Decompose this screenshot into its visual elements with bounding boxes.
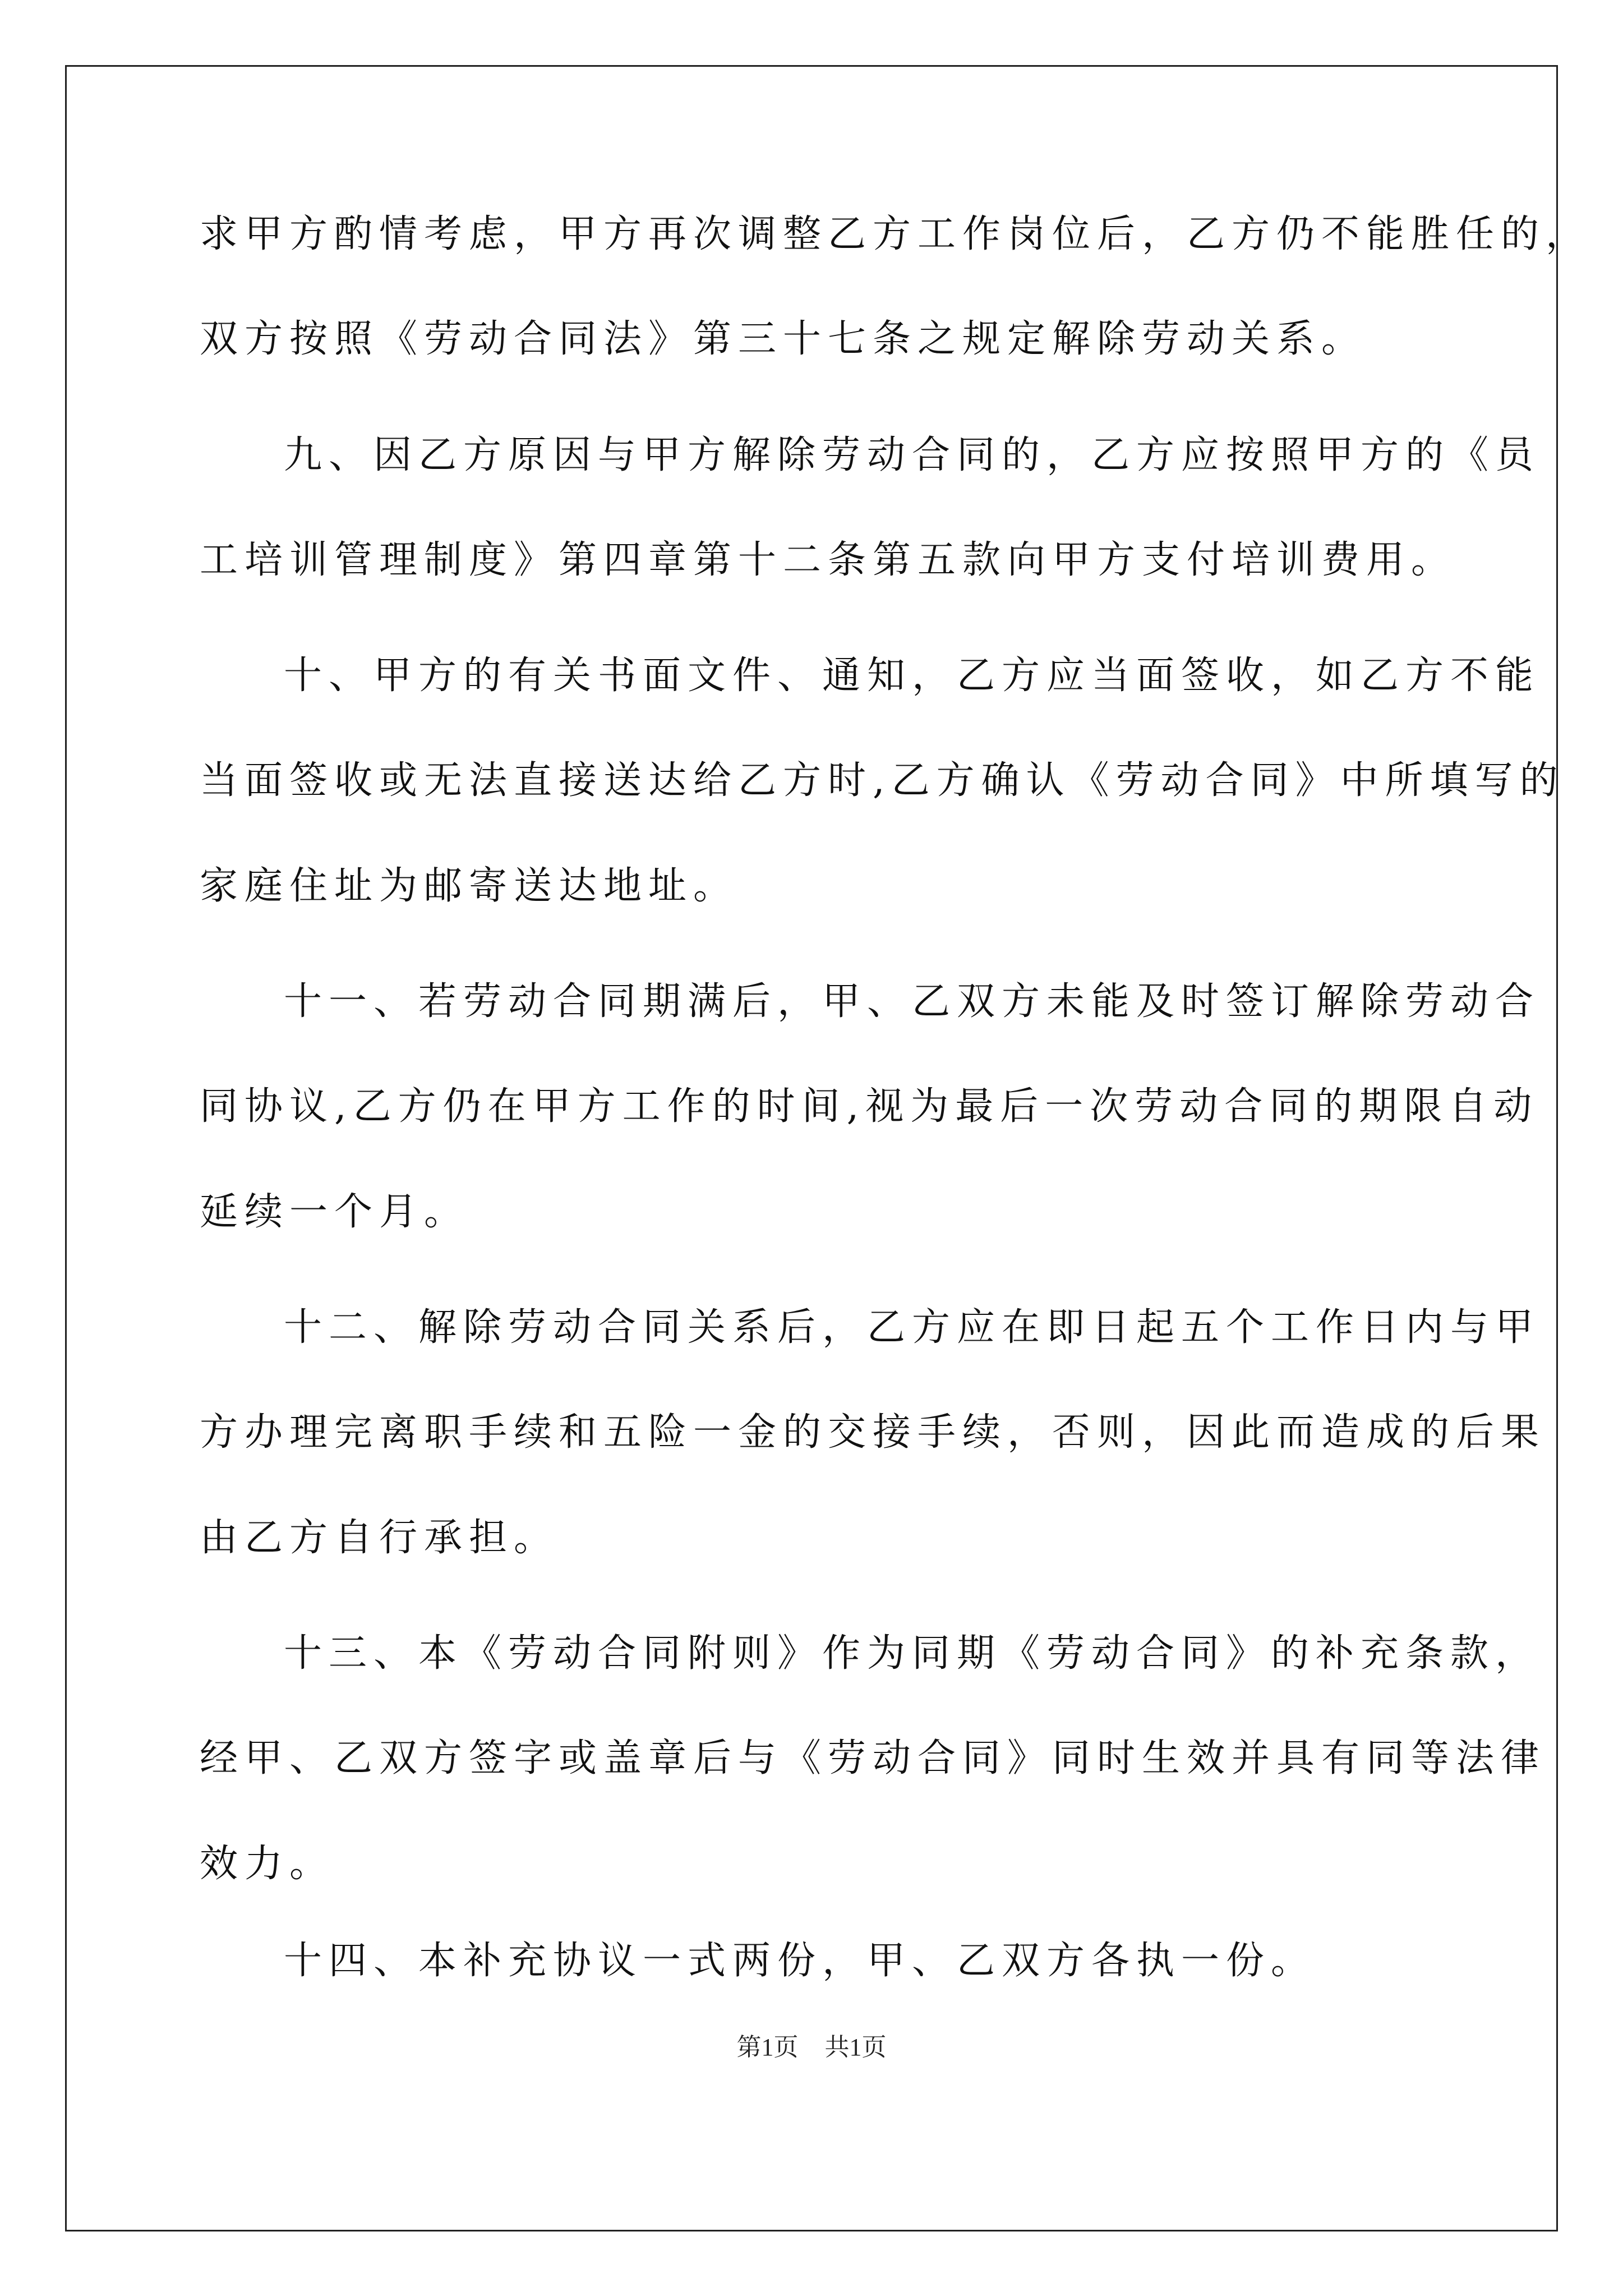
paragraph-line: 由乙方自行承担。 [200, 1516, 559, 1560]
paragraph-line: 双方按照《劳动合同法》第三十七条之规定解除劳动关系。 [200, 317, 1367, 361]
paragraph-line: 十二、解除劳动合同关系后，乙方应在即日起五个工作日内与甲 [284, 1305, 1541, 1350]
page-border [65, 65, 1558, 2231]
page-footer [0, 2031, 1623, 2064]
paragraph-line: 九、因乙方原因与甲方解除劳动合同的，乙方应按照甲方的《员 [284, 433, 1541, 477]
paragraph-line: 家庭住址为邮寄送达地址。 [200, 864, 739, 908]
paragraph-line: 效力。 [200, 1842, 335, 1886]
paragraph-line: 方办理完离职手续和五险一金的交接手续，否则，因此而造成的后果 [200, 1410, 1546, 1455]
paragraph-line: 当面签收或无法直接送达给乙方时,乙方确认《劳动合同》中所填写的 [200, 758, 1565, 803]
paragraph-line: 十一、若劳动合同期满后，甲、乙双方未能及时签订解除劳动合 [284, 979, 1541, 1024]
paragraph-line: 求甲方酌情考虑，甲方再次调整乙方工作岗位后，乙方仍不能胜任的， [200, 212, 1591, 256]
paragraph-line: 工培训管理制度》第四章第十二条第五款向甲方支付培训费用。 [200, 538, 1456, 582]
page-number: 第1页 [736, 2033, 799, 2061]
paragraph-line: 经甲、乙双方签字或盖章后与《劳动合同》同时生效并具有同等法律 [200, 1736, 1546, 1780]
paragraph-line: 十四、本补充协议一式两份，甲、乙双方各执一份。 [284, 1939, 1316, 1983]
paragraph-line: 十三、本《劳动合同附则》作为同期《劳动合同》的补充条款， [284, 1631, 1541, 1676]
page-total: 共1页 [824, 2033, 887, 2061]
paragraph-line: 同协议,乙方仍在甲方工作的时间,视为最后一次劳动合同的期限自动 [200, 1084, 1539, 1129]
paragraph-line: 十、甲方的有关书面文件、通知，乙方应当面签收，如乙方不能 [284, 654, 1541, 698]
paragraph-line: 延续一个月。 [200, 1190, 469, 1234]
